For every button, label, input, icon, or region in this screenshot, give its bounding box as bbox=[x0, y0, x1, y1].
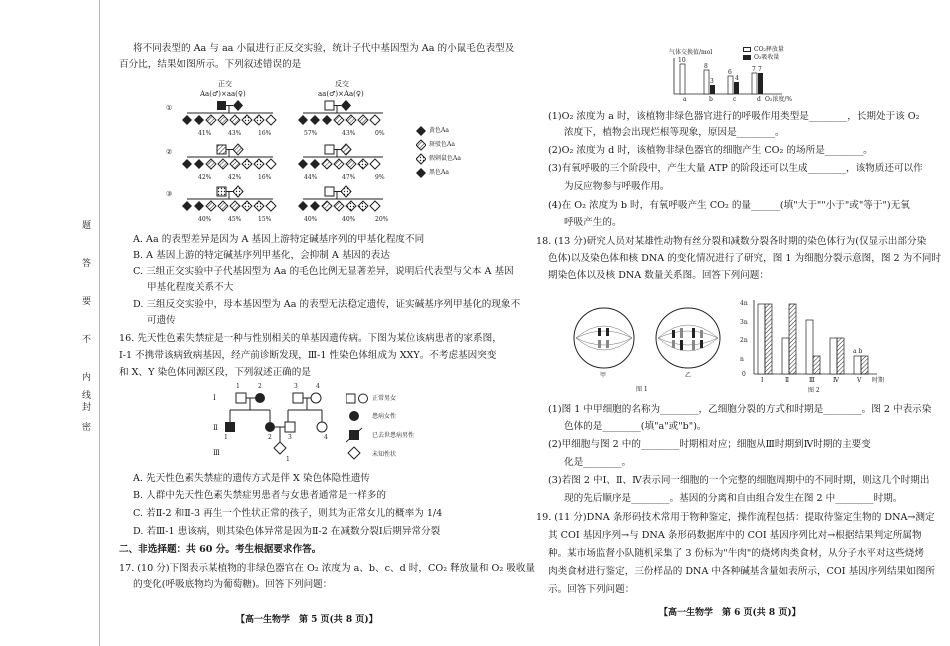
pedigree-num: 3 bbox=[294, 383, 298, 390]
q16-option-a: A. 先天性色素失禁症的遗传方式是伴 X 染色体隐性遗传 bbox=[133, 473, 371, 484]
chart-xlabel: O₂浓度/% bbox=[765, 96, 793, 103]
q16-stem-3: 和 X、Y 染色体同源区段，下列叙述正确的是 bbox=[119, 367, 311, 378]
q17-sub3b: 为反应物参与呼吸作用。 bbox=[564, 181, 670, 192]
legend-deceased-male: 已去世患病男性 bbox=[372, 432, 415, 439]
pct: 40% bbox=[198, 216, 212, 223]
pct: 40% bbox=[342, 216, 356, 223]
pct: 57% bbox=[304, 130, 318, 137]
fig2-x-tick: Ⅱ bbox=[785, 377, 790, 384]
pct: 43% bbox=[342, 130, 356, 137]
q19-stem-5: 示。回答下列问题： bbox=[548, 584, 635, 595]
pct: 16% bbox=[258, 174, 272, 181]
fanjiao-title: 反交 bbox=[335, 80, 349, 88]
section-heading: 二、非选择题：共 60 分。考生根据要求作答。 bbox=[119, 544, 322, 555]
q17-sub4b: 呼吸产生的。 bbox=[564, 217, 622, 228]
legend-affected-female: 患病女性 bbox=[372, 413, 397, 420]
family-pedigree bbox=[222, 390, 332, 458]
gutter-char: 密 bbox=[82, 423, 92, 433]
q18-sub1b: 色体的是________(填"a"或"b")。 bbox=[564, 421, 707, 432]
bar-b-co2 bbox=[704, 70, 709, 94]
chart-ylabel: 气体交换值/mol bbox=[669, 49, 713, 56]
fig2-y-tick: n bbox=[740, 356, 744, 363]
legend-o2: O₂吸收量 bbox=[754, 54, 780, 61]
zhengjiao-sub: Aa(♂)×aa(♀) bbox=[200, 90, 246, 98]
q15-intro-line2: 百分比，结果如图所示。下列叙述错误的是 bbox=[119, 59, 302, 70]
cross-row-1 bbox=[182, 100, 383, 125]
bar-value: 6 bbox=[728, 69, 732, 76]
q15-option-a: A. Aa 的表型差异是因为 A 基因上游特定碱基序列的甲基化程度不同 bbox=[133, 234, 425, 245]
q18-stem-2: 色体)以及染色体和核 DNA 的变化情况进行了研究，图 1 为细胞分裂示意图，图 2 为不同时 bbox=[548, 253, 942, 264]
q15-option-c: C. 三组正交实验中子代基因型为 Aa 的毛色比例无显著差异，说明后代表型与父本 A 基因 bbox=[133, 266, 514, 277]
pedigree-num: 1 bbox=[224, 434, 228, 441]
fig2-y-tick: 0 bbox=[742, 371, 746, 378]
gutter-char: 答 bbox=[82, 259, 92, 269]
gutter-char: 内 bbox=[82, 373, 92, 383]
binding-gutter bbox=[0, 0, 100, 646]
pct: 16% bbox=[258, 130, 272, 137]
gen-label: Ⅲ bbox=[213, 449, 220, 457]
x-cat: b bbox=[709, 96, 713, 103]
fig2-ab-legend: a b bbox=[853, 348, 863, 355]
page-footer-right: 【高一生物学 第 6 页(共 8 页)】 bbox=[659, 608, 801, 618]
q19-stem-4: 肉类食材进行鉴定，三份样品的 DNA 中各种碱基含量如表所示，COI 基因序列结果如图所 bbox=[548, 566, 935, 577]
pct: 43% bbox=[228, 130, 242, 137]
q17-sub4a: (4)在 O₂ 浓度为 b 时，有氧呼吸产生 CO₂ 的量______(填"大于""小于"或"等于")无氧 bbox=[548, 200, 910, 211]
x-cat: a bbox=[683, 96, 687, 103]
cell-jia-label: 甲 bbox=[600, 372, 607, 379]
bar-d-co2 bbox=[752, 73, 757, 94]
bar-value: 3 bbox=[710, 78, 714, 85]
q16-option-b: B. 人群中先天性色素失禁症男患者与女患者通常是一样多的 bbox=[133, 490, 386, 501]
pct: 45% bbox=[228, 216, 242, 223]
pct: 20% bbox=[375, 216, 389, 223]
pct: 42% bbox=[198, 174, 212, 181]
cross-legend-icons bbox=[416, 126, 426, 178]
bar-b-o2 bbox=[710, 85, 715, 94]
gen-label: Ⅰ bbox=[213, 394, 216, 402]
q16-option-c: C. 若Ⅱ-2 和Ⅱ-3 再生一个性状正常的孩子，则其为正常女儿的概率为 1/4 bbox=[133, 508, 443, 519]
bar-value: 8 bbox=[704, 63, 708, 70]
legend-pseudo-agouti: 假刺鼠色Aa bbox=[429, 155, 461, 162]
pct: 9% bbox=[375, 174, 385, 181]
x-cat: c bbox=[733, 96, 737, 103]
gutter-char: 封 bbox=[82, 403, 92, 413]
q18-stem-3: 期染色体以及核 DNA 数量关系图。回答下列问题： bbox=[548, 270, 769, 281]
bar-c-o2 bbox=[734, 82, 739, 94]
gutter-char: 不 bbox=[82, 335, 92, 345]
legend-co2-swatch bbox=[743, 47, 751, 52]
pct: 44% bbox=[304, 174, 318, 181]
bar-value: 10 bbox=[678, 57, 686, 64]
fig2-y-tick: 4n bbox=[740, 300, 748, 307]
legend-normal: 正常男女 bbox=[372, 395, 397, 402]
pedigree-num: 1 bbox=[236, 383, 240, 390]
cross-pedigree-diagram bbox=[175, 98, 405, 222]
pedigree-legend-icons bbox=[346, 392, 368, 462]
fig2-y-tick: 2n bbox=[740, 337, 748, 344]
q18-sub2b: 化是________。 bbox=[564, 457, 632, 468]
q15-intro-line1: 将不同表型的 Aa 与 aa 小鼠进行正反交实验，统计子代中基因型为 Aa 的小鼠毛色表型及 bbox=[133, 43, 515, 54]
gutter-char: 要 bbox=[82, 297, 92, 307]
page-footer-left: 【高一生物学 第 5 页(共 8 页)】 bbox=[236, 615, 378, 625]
bar-value: 7 bbox=[758, 66, 762, 73]
pct: 15% bbox=[258, 216, 272, 223]
q19-stem-2: 其 COI 基因序列→与 DNA 条形码数据库中的 COI 基因序列比对→根据结果判定所属物 bbox=[548, 530, 922, 541]
q15-option-d-cont: 可遗传 bbox=[147, 315, 176, 326]
bar-d-o2 bbox=[758, 73, 763, 94]
fig2-x-tick: Ⅴ bbox=[857, 377, 862, 384]
cross-row-3 bbox=[182, 186, 383, 211]
q17-stem-1: 17. (10 分)下图表示某植物的非绿色器官在 O₂ 浓度为 a、b、c、d 时，CO₂ 释放量和 O₂ 吸收量 bbox=[119, 563, 536, 574]
bar-value: 7 bbox=[752, 66, 756, 73]
pct: 0% bbox=[375, 130, 385, 137]
bar-value: 4 bbox=[735, 75, 739, 82]
cross-row-2 bbox=[182, 144, 383, 169]
q18-sub1a: (1)图 1 中甲细胞的名称为________，乙细胞分裂的方式和时期是________。图 2 中表示染 bbox=[548, 404, 932, 415]
q16-stem-1: 16. 先天性色素失禁症是一种与性别相关的单基因遗传病。下图为某位该病患者的家系图， bbox=[119, 333, 502, 344]
gutter-char: 题 bbox=[82, 221, 92, 231]
gen-label: Ⅱ bbox=[213, 424, 218, 432]
q15-option-c-cont: 甲基化程度关系不大 bbox=[147, 282, 234, 293]
bar-c-co2 bbox=[728, 76, 733, 94]
q15-option-d: D. 三组反交实验中，母本基因型为 Aa 的表型无法稳定遗传，证实碱基序列甲基化的现象不 bbox=[133, 299, 521, 310]
q17-sub1a: (1)O₂ 浓度为 a 时，该植物非绿色器官进行的呼吸作用类型是________，长期处于该 O₂ bbox=[548, 111, 920, 122]
pedigree-num: 4 bbox=[324, 434, 328, 441]
cross-row-label: ③ bbox=[166, 190, 173, 198]
q15-option-b: B. A 基因上游的特定碱基序列甲基化，会抑制 A 基因的表达 bbox=[133, 250, 390, 261]
cross-row-label: ② bbox=[166, 148, 173, 156]
pedigree-num: 2 bbox=[258, 383, 262, 390]
q17-sub2: (2)O₂ 浓度为 d 时，该植物非绿色器官的细胞产生 CO₂ 的场所是________。 bbox=[548, 145, 873, 156]
pct: 41% bbox=[198, 130, 212, 137]
bar-a-co2 bbox=[680, 64, 685, 94]
q16-option-d: D. 若Ⅲ-1 患该病，则其染色体异常是因为Ⅱ-2 在减数分裂Ⅰ后期异常分裂 bbox=[133, 526, 441, 537]
q19-stem-1: 19. (11 分)DNA 条形码技术常用于物种鉴定，操作流程包括：提取待鉴定生物的 DNA→测定 bbox=[536, 512, 935, 523]
figure1-caption: 图 1 bbox=[636, 386, 648, 393]
pedigree-num: 4 bbox=[316, 383, 320, 390]
legend-o2-swatch bbox=[743, 55, 751, 60]
cross-row-label: ① bbox=[166, 104, 173, 112]
fig2-x-tick: Ⅲ bbox=[809, 377, 815, 384]
legend-unknown: 未知性状 bbox=[372, 451, 397, 458]
legend-mottled: 斑驳色Aa bbox=[429, 141, 455, 148]
q19-stem-3: 种。某市场监督小队随机采集了 3 份标为"牛肉"的烧烤肉类食材，从分子水平对这些烧烤 bbox=[548, 548, 924, 559]
fig2-x-tick: Ⅰ bbox=[761, 377, 764, 384]
cell-yi-label: 乙 bbox=[685, 372, 692, 379]
q18-sub3a: (3)若图 2 中Ⅰ、Ⅱ、Ⅳ表示同一细胞的一个完整的细胞周期中的不同时期，则这几个时期出 bbox=[548, 475, 930, 486]
gutter-char: 线 bbox=[82, 391, 92, 401]
pedigree-num: 1 bbox=[286, 456, 290, 463]
q18-stem-1: 18. (13 分)研究人员对某雄性动物有丝分裂和减数分裂各时期的染色体行为(仅显示出部分染 bbox=[536, 236, 927, 247]
legend-co2: CO₂释放量 bbox=[754, 46, 784, 53]
pedigree-num: 3 bbox=[288, 434, 292, 441]
x-cat: d bbox=[757, 96, 761, 103]
figure2-chart bbox=[752, 300, 882, 378]
fig2-x-tick: Ⅳ bbox=[833, 377, 839, 384]
pct: 47% bbox=[342, 174, 356, 181]
q16-stem-2: Ⅰ-1 不携带该病致病基因，经产前诊断发现，Ⅲ-1 性染色体组成为 XXY。不考虑基因突变 bbox=[119, 350, 497, 361]
legend-black: 黑色Aa bbox=[429, 169, 449, 176]
q18-sub3b: 现的先后顺序是________。基因的分离和自由组合发生在图 2 中________时期。 bbox=[564, 493, 903, 504]
fig2-y-tick: 3n bbox=[740, 319, 748, 326]
pct: 40% bbox=[304, 216, 318, 223]
figure1-cells bbox=[568, 300, 728, 382]
figure2-caption: 图 2 bbox=[808, 387, 820, 394]
fig2-xlabel: 时期 bbox=[872, 377, 885, 384]
q17-sub3a: (3)有氧呼吸的三个阶段中，产生大量 ATP 的阶段还可以生成________，该物质还可以作 bbox=[548, 163, 923, 174]
pedigree-num: 2 bbox=[268, 434, 272, 441]
legend-yellow: 黄色Aa bbox=[429, 127, 449, 134]
q18-sub2a: (2)甲细胞与图 2 中的________时期相对应；细胞从Ⅲ时期到Ⅳ时期的主要变 bbox=[548, 439, 871, 450]
fanjiao-sub: aa(♂)×Aa(♀) bbox=[318, 90, 364, 98]
pct: 42% bbox=[228, 174, 242, 181]
q17-sub1b: 浓度下，植物会出现烂根等现象，原因是________。 bbox=[564, 127, 785, 138]
q17-stem-2: 的变化(呼吸底物均为葡萄糖)。回答下列问题： bbox=[133, 579, 333, 590]
zhengjiao-title: 正交 bbox=[218, 80, 232, 88]
